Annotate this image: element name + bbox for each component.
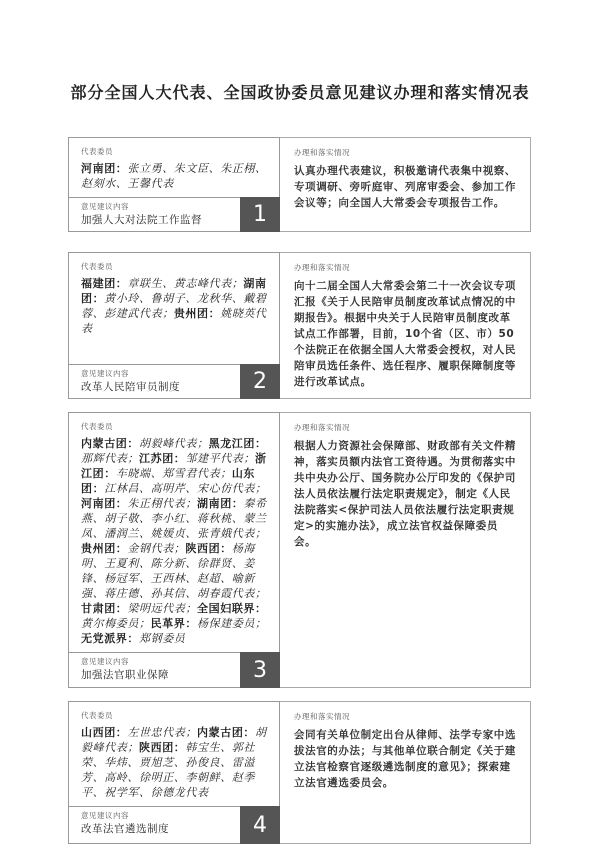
member-names: 车晓端、郑雪君代表； bbox=[115, 467, 232, 480]
handling-label: 办理和落实情况 bbox=[294, 712, 350, 721]
group-name: 江苏团： bbox=[139, 452, 186, 465]
members-panel bbox=[68, 137, 280, 232]
handling-panel bbox=[280, 252, 531, 399]
members-label: 代表委员 bbox=[81, 422, 113, 431]
members-section bbox=[69, 253, 279, 364]
handling-label: 办理和落实情况 bbox=[294, 423, 350, 432]
member-names: 金钢代表； bbox=[127, 542, 186, 555]
card-2 bbox=[68, 252, 531, 399]
group-name: 山东团： bbox=[81, 467, 256, 495]
member-names: 杨保建委员； bbox=[197, 617, 267, 630]
group-name: 贵州团： bbox=[173, 307, 221, 320]
group-name: 无党派界： bbox=[81, 632, 139, 645]
member-names: 杨海明、王夏利、陈分新、徐群贤、姜锋、杨冠军、王西林、赵超、喻新强、蒋庄德、孙其信、胡春霞代表； bbox=[81, 542, 267, 600]
members-label: 代表委员 bbox=[81, 147, 113, 156]
topic-label: 意见建议内容 bbox=[81, 202, 129, 211]
handling-text: 根据人力资源社会保障部、财政部有关文件精神，落实员额内法官工资待遇。为贯彻落实中共中央办公厅、国务院办公厅印发的《保护司法人员依法履行法定职责规定》，制定《人民法院落实<保护司法人员依法履行法定职责规定>的实施办法》，成立法官权益保障委员会。 bbox=[294, 440, 516, 548]
member-names: 江林昌、高明芹、宋心仿代表； bbox=[104, 482, 267, 495]
members-text bbox=[81, 276, 271, 336]
handling-panel bbox=[280, 137, 531, 232]
members-panel bbox=[68, 412, 280, 688]
member-names: 张立勇、朱文臣、朱正栩、赵刻水、王馨代表 bbox=[81, 162, 267, 190]
item-number: 4 bbox=[240, 806, 280, 844]
member-names: 黄尔梅委员； bbox=[81, 617, 151, 630]
group-name: 全国妇联界： bbox=[197, 602, 267, 615]
topic-text: 改革法官遴选制度 bbox=[81, 823, 169, 835]
handling-text: 向十二届全国人大常委会第二十一次会议专项汇报《关于人民陪审员制度改革试点情况的中期报告》。根据中央关于人民陪审员制度改革试点工作部署，目前，10个省（区、市）50个法院正在依据全国人大常委会授权，对人民陪审员选任条件、选任程序、履职保障制度等进行改革试点。 bbox=[294, 280, 516, 388]
members-label: 代表委员 bbox=[81, 711, 113, 720]
members-section bbox=[69, 702, 279, 806]
member-names: 左世忠代表； bbox=[127, 726, 198, 739]
members-text bbox=[81, 161, 271, 191]
group-name: 民革界： bbox=[150, 617, 198, 630]
members-label: 代表委员 bbox=[81, 262, 113, 271]
cards-list bbox=[68, 137, 531, 844]
group-name: 甘肃团： bbox=[81, 602, 128, 615]
handling-panel bbox=[280, 701, 531, 844]
item-number: 2 bbox=[240, 364, 280, 399]
item-number: 3 bbox=[240, 652, 280, 688]
group-name: 内蒙古团： bbox=[81, 437, 139, 450]
topic-label: 意见建议内容 bbox=[81, 369, 129, 378]
members-text bbox=[81, 725, 271, 800]
handling-text: 会同有关单位制定出台从律师、法学专家中选拔法官的办法；与其他单位联合制定《关于建立法官检察官逐级遴选制度的意见》；探索建立法官遴选委员会。 bbox=[294, 729, 516, 789]
topic-label: 意见建议内容 bbox=[81, 657, 129, 666]
member-names: 章联生、黄志峰代表； bbox=[127, 277, 244, 290]
members-section bbox=[69, 413, 279, 652]
group-name: 浙江团： bbox=[81, 452, 267, 480]
members-section bbox=[69, 138, 279, 197]
handling-label: 办理和落实情况 bbox=[294, 263, 350, 272]
group-name: 河南团： bbox=[81, 162, 128, 175]
group-name: 湖南团： bbox=[81, 277, 267, 305]
item-number: 1 bbox=[240, 197, 280, 232]
handling-label: 办理和落实情况 bbox=[294, 148, 350, 157]
group-name: 山西团： bbox=[81, 726, 128, 739]
card-1 bbox=[68, 137, 531, 232]
handling-text: 认真办理代表建议，积极邀请代表集中视察、专项调研、旁听庭审、列席审委会、参加工作会议等；向全国人大常委会专项报告工作。 bbox=[294, 165, 516, 209]
group-name: 陕西团： bbox=[139, 741, 186, 754]
topic-section bbox=[69, 652, 279, 687]
group-name: 河南团： bbox=[81, 497, 128, 510]
member-names: 胡毅峰代表； bbox=[139, 437, 209, 450]
card-3 bbox=[68, 412, 531, 688]
member-names: 梁明远代表； bbox=[127, 602, 198, 615]
member-names: 胡毅峰代表； bbox=[81, 726, 267, 754]
page-title: 部分全国人大代表、全国政协委员意见建议办理和落实情况表 bbox=[70, 83, 530, 102]
member-names: 黄小玲、鲁胡子、龙秋华、戴碧蓉、彭建武代表； bbox=[81, 292, 267, 320]
topic-text: 改革人民陪审员制度 bbox=[81, 381, 180, 393]
member-names: 邹建平代表； bbox=[185, 452, 256, 465]
group-name: 贵州团： bbox=[81, 542, 128, 555]
member-names: 姚晓英代表 bbox=[81, 307, 267, 335]
members-panel bbox=[68, 252, 280, 399]
topic-label: 意见建议内容 bbox=[81, 811, 129, 820]
group-name: 福建团： bbox=[81, 277, 128, 290]
group-name: 湖南团： bbox=[197, 497, 244, 510]
member-names: 朱正栩代表； bbox=[127, 497, 198, 510]
topic-text: 加强法官职业保障 bbox=[81, 669, 169, 681]
member-names: 韩宝生、郭社荣、华炜、贾旭芝、孙俊良、雷溢芳、高岭、徐明正、李朝鲜、赵季平、祝学军、徐德龙代表 bbox=[81, 741, 256, 799]
group-name: 陕西团： bbox=[185, 542, 232, 555]
member-names: 那辉代表； bbox=[81, 452, 139, 465]
topic-text: 加强人大对法院工作监督 bbox=[81, 214, 202, 226]
members-text bbox=[81, 436, 271, 646]
group-name: 内蒙古团： bbox=[197, 726, 256, 739]
members-panel bbox=[68, 701, 280, 844]
member-names: 秦希燕、胡子敬、李小红、蒋秋桃、蒙兰凤、潘润兰、姚媛贞、张青娥代表； bbox=[81, 497, 267, 540]
topic-section bbox=[69, 197, 279, 231]
handling-panel bbox=[280, 412, 531, 688]
topic-section bbox=[69, 806, 279, 843]
group-name: 黑龙江团： bbox=[208, 437, 267, 450]
member-names: 郑钢委员 bbox=[139, 632, 186, 645]
card-4 bbox=[68, 701, 531, 844]
topic-section bbox=[69, 364, 279, 398]
